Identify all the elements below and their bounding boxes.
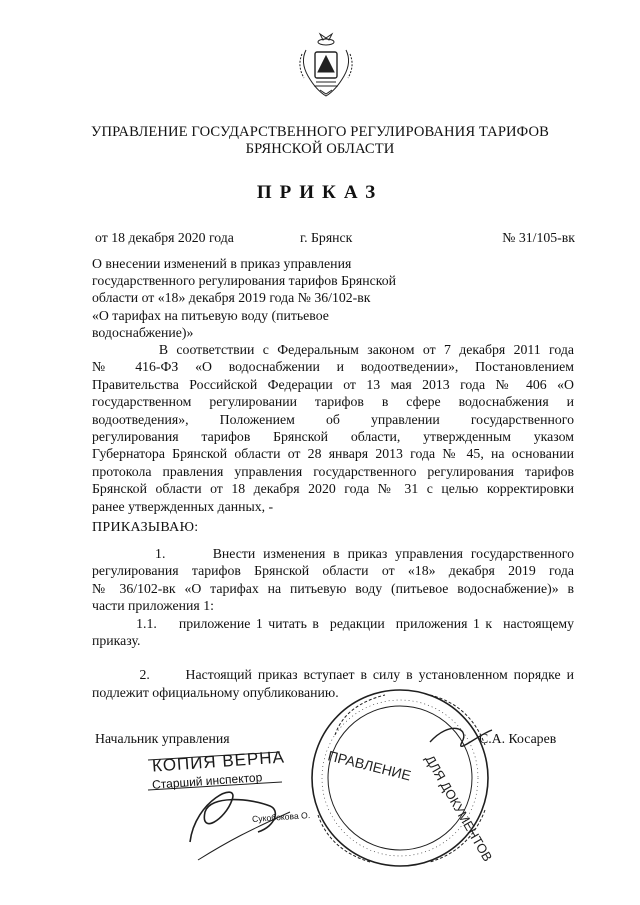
document-number: № 31/105-вк — [502, 230, 575, 245]
preamble-line: Губернатора Брянской области от 28 января 2013 года № 45, на основании — [92, 446, 574, 462]
preamble-line: ранее утвержденных данных, - — [92, 498, 274, 514]
subject-line: водоснабжение)» — [92, 324, 194, 340]
signature-name: С.А. Косарев — [479, 731, 557, 746]
preamble-line: водоотведения», Положением об управлении государственного — [92, 411, 574, 427]
preamble-line: регулирования тарифов Брянской области, утвержденным указом — [92, 429, 574, 445]
round-stamp-text2: ДЛЯ ДОКУМЕНТОВ — [422, 752, 496, 865]
signature-position: Начальник управления — [95, 731, 230, 746]
preamble-line: Правительства Российской Федерации от 13 мая 2013 года № 406 «О — [92, 376, 574, 392]
copy-stamp-role: Старший инспектор — [151, 770, 263, 792]
document-city: г. Брянск — [300, 230, 353, 245]
subject-line: области от «18» декабря 2019 года № 36/102-вк — [92, 290, 371, 306]
document-dateline — [95, 230, 575, 248]
org-name-line2: БРЯНСКОЙ ОБЛАСТИ — [245, 141, 395, 157]
order-items — [92, 545, 574, 701]
org-name-line1: УПРАВЛЕНИЕ ГОСУДАРСТВЕННОГО РЕГУЛИРОВАНИЯ ТАРИФОВ — [91, 124, 549, 140]
preamble-line: государственном регулировании тарифов в сфере водоснабжения и — [92, 394, 574, 410]
document-title: ПРИКАЗ — [256, 182, 384, 203]
round-stamp-text: ПРАВЛЕНИЕ — [326, 747, 413, 784]
document-subject — [92, 255, 432, 341]
order-item-line: подлежит официальному опубликованию. — [92, 684, 339, 700]
order-item-line: регулирования тарифов Брянской области от «18» декабря 2019 года — [92, 563, 574, 579]
order-word: ПРИКАЗЫВАЮ: — [92, 520, 199, 535]
preamble-line: № 416-ФЗ «О водоснабжении и водоотведении», Постановлением — [92, 359, 574, 375]
preamble-line: протокола правления управления государственного регулирования тарифов — [92, 463, 574, 479]
copy-stamp-title: КОПИЯ ВЕРНА — [151, 747, 286, 776]
coat-of-arms-icon — [296, 32, 356, 100]
round-stamp-icon — [312, 690, 488, 866]
preamble-paragraph — [92, 341, 574, 515]
copy-stamp-name: Сукобокова О. — [251, 809, 311, 825]
order-item-line: № 36/102-вк «О тарифах на питьевую воду (питьевое водоснабжение)» в — [92, 580, 574, 596]
document-date: от 18 декабря 2020 года — [95, 230, 234, 245]
preamble-line: Брянской области от 18 декабря 2020 года № 31 с целью корректировки — [92, 481, 574, 497]
order-item-line: части приложения 1: — [92, 598, 214, 614]
subject-line: О внесении изменений в приказ управления — [92, 256, 352, 271]
preamble-line: В соответствии с Федеральным законом от 7 декабря 2011 года — [92, 342, 574, 357]
order-item-line: 1.1. приложение 1 читать в редакции приложения 1 к настоящему — [92, 615, 574, 631]
order-item-line: приказу. — [92, 633, 141, 649]
subject-line: «О тарифах на питьевую воду (питьевое — [92, 307, 329, 323]
order-item-line: 2. Настоящий приказ вступает в силу в установленном порядке и — [92, 667, 574, 683]
order-item-line: 1. Внести изменения в приказ управления государственного — [92, 546, 574, 561]
subject-line: государственного регулирования тарифов Брянской — [92, 273, 397, 289]
